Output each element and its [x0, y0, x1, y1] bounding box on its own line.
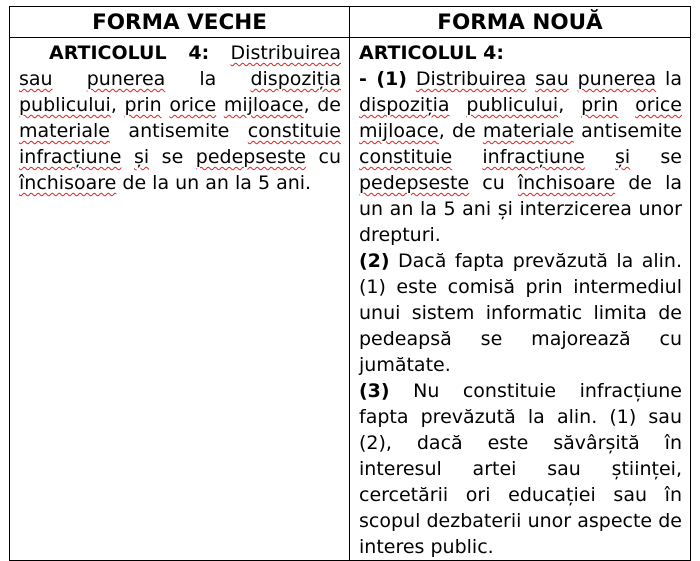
new-form-paragraph [359, 248, 682, 378]
spellcheck-word: Distribuirea [230, 42, 341, 64]
spellcheck-word: orice [169, 94, 217, 116]
text-run [53, 68, 87, 90]
new-form-paragraphs [359, 66, 682, 560]
spellcheck-word: constituie [247, 120, 341, 142]
spellcheck-word: sau [19, 68, 53, 90]
new-form-cell [350, 38, 691, 561]
text-run: Dacă fapta prevăzută la alin. (1) este comisă prin intermediul unui sistem informatic limita de pedeapsă se majorează cu jumătate. [359, 250, 682, 376]
text-run: se [630, 146, 682, 168]
text-run: , de [303, 94, 341, 116]
header-old-form: FORMA VECHE [10, 7, 350, 38]
text-run [450, 94, 467, 116]
text-run: antisemite [110, 120, 248, 142]
spellcheck-word: punerea [86, 68, 166, 90]
spellcheck-word: dispoziția [359, 94, 450, 116]
text-run: de la un an la 5 ani. [116, 172, 312, 194]
new-form-paragraph [359, 66, 682, 248]
spellcheck-word: materiale [19, 120, 110, 142]
text-run: Nu constituie infracțiune fapta prevăzută la alin. (1) sau (2), dacă este săvârșită în interesul artei sau științei, cercetării ori educației sau în scopul dezbaterii unor aspecte de interes public. [359, 380, 682, 558]
text-run [407, 68, 416, 90]
spellcheck-word: constituie [359, 146, 453, 168]
spellcheck-word: sau [535, 68, 569, 90]
spellcheck-word: publicului [466, 94, 559, 116]
spellcheck-word: prin [124, 94, 162, 116]
comparison-table [9, 6, 691, 561]
text-run: , [110, 94, 125, 116]
spellcheck-word: pedepseste [195, 146, 306, 168]
text-run [618, 94, 635, 116]
old-form-cell [10, 38, 350, 561]
new-form-heading: ARTICOLUL 4: [359, 42, 505, 64]
spellcheck-word: punerea [577, 68, 657, 90]
old-form-heading: ARTICOLUL 4: [49, 42, 210, 64]
spellcheck-word: dispoziția [250, 68, 341, 90]
spellcheck-word: infracțiune [19, 146, 122, 168]
text-run [526, 68, 535, 90]
text-run [452, 146, 482, 168]
text-run [569, 68, 578, 90]
old-form-text [19, 42, 341, 194]
spellcheck-word: publicului [19, 94, 111, 116]
text-run: , [558, 94, 582, 116]
text-run: la [165, 68, 251, 90]
content-row [10, 38, 691, 561]
text-run [209, 42, 230, 64]
old-form-paragraph [19, 40, 341, 196]
paragraph-number: - (1) [359, 68, 407, 90]
spellcheck-word: orice [635, 94, 682, 116]
spellcheck-word: și [615, 146, 631, 168]
text-run: antisemite [573, 120, 682, 142]
text-run: la [656, 68, 682, 90]
text-run: de la un an la 5 ani și interzicerea unor drepturi. [359, 172, 682, 246]
spellcheck-word: închisoare [19, 172, 117, 194]
spellcheck-word: mijloace [223, 94, 304, 116]
text-run [585, 146, 615, 168]
new-form-paragraph [359, 378, 682, 560]
spellcheck-word: pedepseste [359, 172, 470, 194]
paragraph-number: (2) [359, 250, 390, 272]
text-run: , de [438, 120, 483, 142]
spellcheck-word: prin [581, 94, 619, 116]
text-run [121, 146, 134, 168]
spellcheck-word: și [133, 146, 150, 168]
text-run: se [149, 146, 196, 168]
header-new-form: FORMA NOUĂ [350, 7, 691, 38]
text-run [216, 94, 224, 116]
paragraph-number: (3) [359, 380, 390, 402]
header-row [10, 7, 691, 38]
spellcheck-word: materiale [482, 120, 574, 142]
spellcheck-word: mijloace [359, 120, 439, 142]
spellcheck-word: închisoare [517, 172, 616, 194]
spellcheck-word: Distribuirea [415, 68, 527, 90]
text-run: cu [305, 146, 342, 168]
text-run: cu [469, 172, 518, 194]
spellcheck-word: infracțiune [482, 146, 585, 168]
